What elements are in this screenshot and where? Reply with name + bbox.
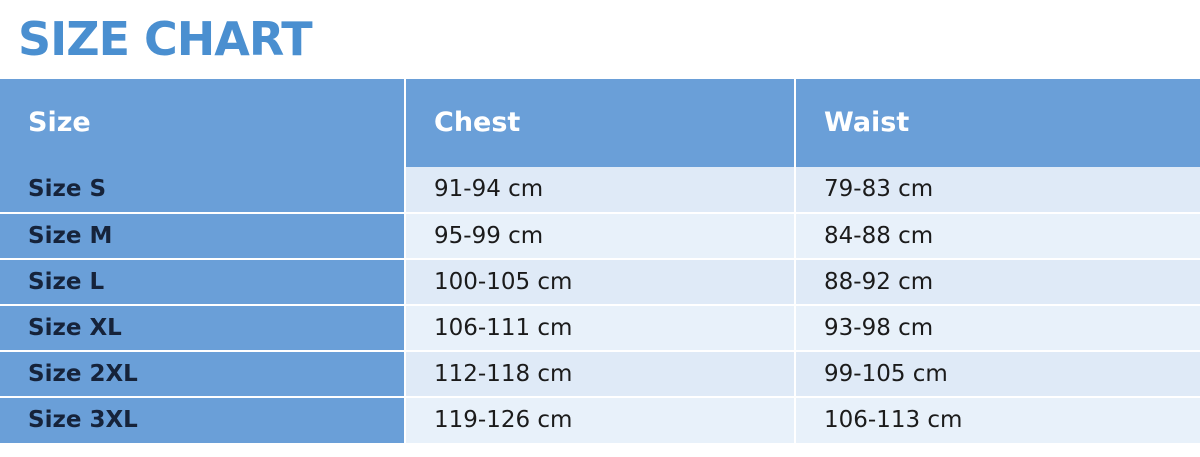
row-label-size-m: Size M: [0, 213, 405, 259]
cell-waist-size-xl: 93-98 cm: [795, 305, 1200, 351]
column-header-size: Size: [0, 79, 405, 167]
cell-chest-size-l: 100-105 cm: [405, 259, 795, 305]
row-label-size-2xl: Size 2XL: [0, 351, 405, 397]
cell-chest-size-2xl: 112-118 cm: [405, 351, 795, 397]
table-row: [0, 305, 1200, 351]
size-chart-table: [0, 79, 1200, 443]
cell-chest-size-s: 91-94 cm: [405, 167, 795, 213]
cell-waist-size-m: 84-88 cm: [795, 213, 1200, 259]
row-label-size-xl: Size XL: [0, 305, 405, 351]
row-label-size-3xl: Size 3XL: [0, 397, 405, 443]
row-label-size-l: Size L: [0, 259, 405, 305]
column-header-waist: Waist: [795, 79, 1200, 167]
cell-waist-size-3xl: 106-113 cm: [795, 397, 1200, 443]
table-row: [0, 167, 1200, 213]
table-header: [0, 79, 1200, 167]
column-header-chest: Chest: [405, 79, 795, 167]
table-row: [0, 351, 1200, 397]
table-row: [0, 397, 1200, 443]
table-row: [0, 213, 1200, 259]
cell-waist-size-l: 88-92 cm: [795, 259, 1200, 305]
row-label-size-s: Size S: [0, 167, 405, 213]
table-body: [0, 167, 1200, 443]
cell-chest-size-3xl: 119-126 cm: [405, 397, 795, 443]
cell-waist-size-2xl: 99-105 cm: [795, 351, 1200, 397]
cell-chest-size-m: 95-99 cm: [405, 213, 795, 259]
cell-waist-size-s: 79-83 cm: [795, 167, 1200, 213]
table-row: [0, 259, 1200, 305]
cell-chest-size-xl: 106-111 cm: [405, 305, 795, 351]
page-title: SIZE CHART: [18, 12, 312, 66]
table-header-row: [0, 79, 1200, 167]
